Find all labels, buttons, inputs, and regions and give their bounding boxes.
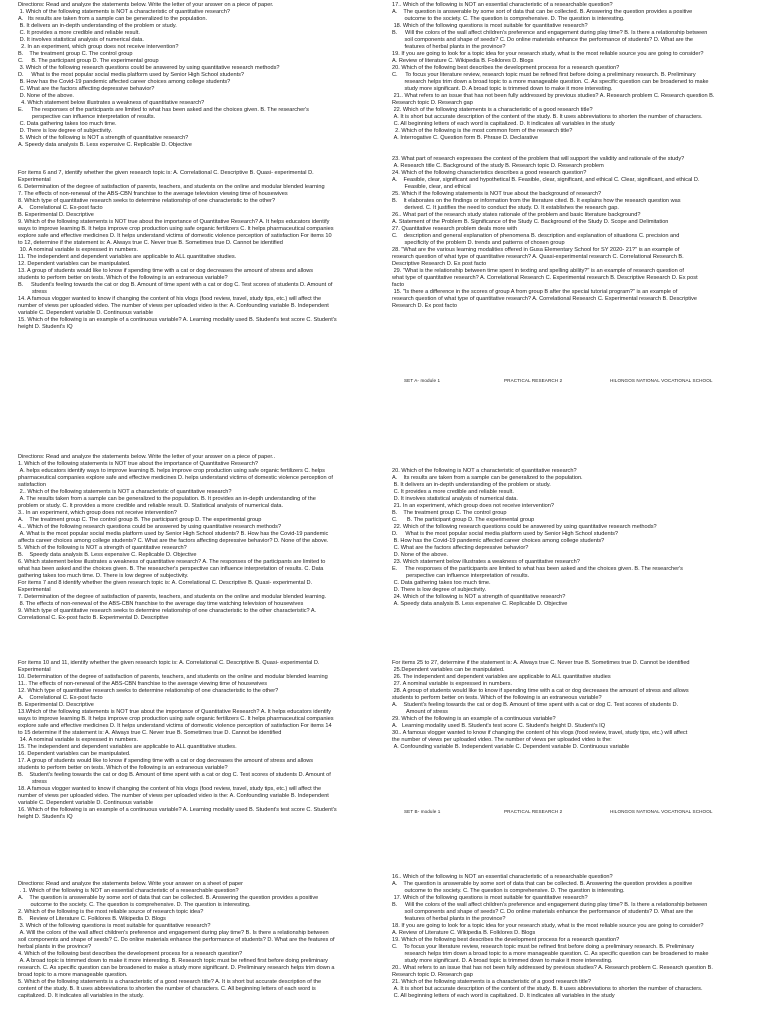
question-line: herbal plants in the province?: [18, 944, 92, 950]
question-line: A. helps educators identify ways to improve learning B. helps improve crop production using safe organic fertilizers C. helps: [18, 468, 325, 474]
set-b-footer: [392, 808, 758, 815]
question-line: Correlational C. Ex-post facto B. Experimental D. Descriptive: [18, 615, 169, 621]
question-line: C. All beginning letters of each word is capitalized. D. It indicates all variables in the study: [392, 993, 615, 999]
question-line: 20.. What refers to an issue that has not been fully addressed by previous studies? A. Research problem C. Research question B.: [392, 965, 713, 971]
set-label: SET B- module 1: [404, 809, 441, 814]
question-line: 7. Determination of the degree of satisfaction of parents, teachers, and students on the online and modular blended learning.: [18, 594, 327, 600]
question-line: C. description and general explanation of phenomena B. description and explanation of situations C. precision and: [392, 233, 680, 239]
question-line: Research D. Ex post facto: [392, 303, 457, 309]
question-line: [392, 149, 758, 156]
question-line: [392, 461, 758, 468]
question-line: content of the study. B. It uses abbreviations to shorten the number of characters. C. All beginning letters of each word is: [18, 986, 316, 992]
question-line: Research topic D. Research gap: [392, 100, 473, 106]
question-line: 8. The effects of non-renewal of the ABS-CBN franchise to the average day time watching television of housewives: [18, 601, 304, 607]
worksheet-set-b: [0, 452, 768, 824]
question-line: C. To focus your literature review, research topic must be refined first before doing a preliminary research. B. Preliminary: [392, 944, 695, 950]
question-line: 2.. Which of the following statements is NOT a characteristic of quantitative research?: [18, 489, 232, 495]
set-c-right-column: [392, 874, 758, 1000]
question-line: 27. A nominal variable is expressed in numbers.: [392, 681, 513, 687]
question-line: 30.. A famous vlogger wanted to know if changing the content of his vlogs (food review, travel, study tips, etc.) will affect: [392, 730, 688, 736]
question-line: 28. A group of students would like to know if spending time with a cat or dog decreases the amount of stress and allows: [392, 688, 689, 694]
question-line: B. Speedy data analysis B. Less expensive C. Replicable D. Objective: [18, 552, 197, 558]
question-line: 19. If you are going to look for a topic idea for your research study, what is the most reliable source you are going to consider?: [392, 51, 704, 57]
question-line: E. The responses of the participants are limited to what has been asked and the choices given. B. The researcher's: [18, 107, 309, 113]
question-line: For items 7 and 8 identify whether the given research topic is: A. Correlational C. Descriptive B. Quasi- experimental D.: [18, 580, 313, 586]
question-line: 2. In an experiment, which group does not receive intervention?: [18, 44, 179, 50]
question-line: soil components and shape of seeds? C. Do online materials enhance the performance of students? D. What are the: [392, 909, 693, 915]
question-line: features of herbal plants in the province?: [392, 44, 506, 50]
question-line: A. Learning modality used B. Student's test score C. Student's height D. Student's IQ: [392, 723, 606, 729]
school-label: HILONGOS NATIONAL VOCATIONAL SCHOOL: [610, 378, 713, 383]
question-line: explore safe and effective medicines D. It helps understand victims of domestic violence perception of satisfaction For items 14: [18, 723, 332, 729]
question-line: A. Feasible, clear, significant and hypothetical B. Feasible, clear, significant, and ethical C. Clear, significant, and ethical D.: [392, 177, 700, 183]
question-line: Amount of stress: [392, 709, 448, 715]
question-line: what has been asked and the choices given. B. The researcher's perspective can influence interpretation of results. C. Data: [18, 566, 324, 572]
set-b-right-upper-column: [392, 454, 758, 608]
question-line: to 15 determine if the statement is: A. Always true C. Never true B. Sometimes true D. Cannot be identified: [18, 730, 282, 736]
question-line: D. None of the above.: [392, 552, 448, 558]
question-line: the number of views per uploaded video. The number of views per uploaded video is the:: [392, 737, 612, 743]
question-line: variable C. Dependent variable D. Continuous variable: [18, 310, 153, 316]
question-line: C. To focus your literature review, research topic must be refined first before doing a preliminary research. B. Preliminary: [392, 72, 696, 78]
question-line: 26. The independent and dependent variables are applicable to ALL quantitative studies: [392, 674, 611, 680]
question-line: D. What is the most popular social media platform used by Senior High School students?: [18, 72, 245, 78]
question-line: 8. Which type of quantitative research seeks to determine relationship of one characteristic to the other?: [18, 198, 276, 204]
set-b-right-lower-column: [392, 660, 758, 751]
set-label: SET A- module 1: [404, 378, 441, 383]
question-line: Experimental: [18, 667, 51, 673]
question-line: outcome to the society. C. The question is comprehensive. D. The question is interesting.: [392, 16, 625, 22]
question-line: 14. A nominal variable is expressed in numbers.: [18, 737, 139, 743]
question-line: A. Confounding variable B. Independent variable C. Dependent variable D. Continuous variable: [392, 744, 630, 750]
set-a-right-column: [392, 2, 758, 310]
question-line: Directions: Read and analyze the statements below. Write the letter of your answer on a piece of paper..: [18, 454, 276, 460]
question-line: 25. Which if the following statements is NOT true about the background of research?: [392, 191, 602, 197]
question-line: research question of what type of quantitative research? A. Quasi-experimental research C. Correlational Research B.: [392, 254, 684, 260]
question-line: [392, 454, 758, 461]
question-line: outcome to the society. C. The question is comprehensive. D. The question is interesting.: [18, 902, 251, 908]
question-line: 18. Which of the following questions is most suitable for quantitative research?: [392, 23, 588, 29]
question-line: Descriptive Research D. Ex post facto: [392, 261, 487, 267]
question-line: Research topic D. Research gap: [392, 972, 473, 978]
question-line: 3. Which of the following research questions could be answered by using quantitative research methods?: [18, 65, 280, 71]
question-line: C. All beginning letters of each word is capitalized. D. It indicates all variables in the study: [392, 121, 615, 127]
question-line: students to perform better on tests. Which of the following is an extraneous variable?: [18, 275, 228, 281]
question-line: soil components and shape of seeds? C. Do online materials enhance the performance of students? D. What are the features of: [18, 937, 335, 943]
question-line: C. Data gathering takes too much time.: [18, 121, 117, 127]
question-line: 2. Which of the following is the most common form of the research title?: [392, 128, 573, 134]
question-line: 16. Which of the following is an example of a continuous variable? A. Learning modality used B. Student's test score C. Student's: [18, 807, 337, 813]
question-line: A. The results taken from a sample can be generalized to the population. B. It provides an in-depth understanding of the: [18, 496, 316, 502]
question-line: 5. Which of the following is NOT a strength of quantitative research?: [18, 135, 189, 141]
question-line: 5. Which of the following statements is a characteristic of a good research title? A. It is short but accurate description of the: [18, 979, 322, 985]
question-line: Experimental: [18, 587, 51, 593]
question-line: height D. Student's IQ: [18, 324, 73, 330]
question-line: 4. Which of the following best describes the development process for a research question?: [18, 951, 243, 957]
question-line: B. Review of Literature C. Folklores B. Wikipedia D. Blogs: [18, 916, 166, 922]
question-line: Experimental: [18, 177, 51, 183]
question-line: A. Research title C. Background of the study B. Research topic D. Research problem: [392, 163, 604, 169]
question-line: ways to improve learning B. It helps improve crop production using safe organic fertilizers C. It helps pharmaceutical companies: [18, 716, 334, 722]
question-line: 11. The independent and dependent variables are applicable to ALL quantitative studies.: [18, 254, 237, 260]
question-line: satisfaction: [18, 482, 46, 488]
question-line: [18, 149, 390, 156]
question-line: A. The treatment group C. The control group B. The participant group D. The experimental group: [18, 517, 262, 523]
question-line: B. How has the Covid-19 pandemic affected career choices among college students?: [392, 538, 605, 544]
set-c-left-column: [18, 874, 390, 1000]
question-line: A. Statement of the Problem B. Significance of the Study C. Background of the Study D. Scope and Delimitation: [392, 219, 669, 225]
question-line: 24. Which of the following is NOT a strength of quantitative research?: [392, 594, 566, 600]
question-line: affects career choices among college students? C. What are the factors affecting depressive behavior? D. None of the above.: [18, 538, 329, 544]
question-line: B. It elaborates on the findings or information from the literature cited. B. It explains how the research question was: [392, 198, 681, 204]
question-line: Feasible, clear, and ethical: [392, 184, 471, 190]
subject-label: PRACTICAL RESEARCH 2: [504, 809, 563, 814]
question-line: 15. "Is there a difference in the scores of group A from group B after the special tutorial program?" is an example of: [392, 289, 678, 295]
question-line: 21.. What refers to an issue that has not been fully addressed by previous studies? A. Research problem C. Research question B.: [392, 93, 715, 99]
question-line: 10. A nominal variable is expressed in numbers.: [18, 247, 139, 253]
question-line: height D. Student's IQ: [18, 814, 73, 820]
question-line: 18. A famous vlogger wanted to know if changing the content of his vlogs (food review, travel, study tips, etc.) will affect the: [18, 786, 322, 792]
question-line: 27. Quantitative research problem deals more with: [392, 226, 517, 232]
question-line: features of herbal plants in the province?: [392, 916, 506, 922]
question-line: 21. Which of the following statements is a characteristic of a good research title?: [392, 979, 591, 985]
question-line: For items 6 and 7, identify whether the given research topic is: A. Correlational C. Descriptive B. Quasi- experimental D.: [18, 170, 314, 176]
question-line: 9. Which type of quantitative research seeks to determine relationship of one characteristic to the other characteristic? A.: [18, 608, 317, 614]
question-line: 23. Which statement below illustrates a weakness of quantitative research?: [392, 559, 580, 565]
question-line: C. It provides a more credible and reliable result.: [392, 489, 514, 495]
question-line: 12. Dependent variables can be manipulated.: [18, 261, 131, 267]
question-line: B. It delivers an in-depth understanding of the problem or study.: [18, 23, 177, 29]
question-line: [18, 874, 390, 881]
question-line: Directions: Read and analyze the statements below. Write the letter of your answer on a piece of paper.: [18, 2, 274, 8]
question-line: C. What are the factors affecting depressive behavior?: [18, 86, 155, 92]
worksheet-set-c: [0, 872, 768, 1024]
question-line: B. Will the colors of the wall affect children's preference and engagement during play time? B. Is there a relationship between: [392, 902, 708, 908]
question-line: 5. Which of the following is NOT a strength of quantitative research?: [18, 545, 187, 551]
question-line: C. It provides a more credible and reliable result.: [18, 30, 140, 36]
question-line: 3. Which of the following questions is most suitable for quantitative research?: [18, 923, 211, 929]
question-line: A. What is the most popular social media platform used by Senior High School students? B. How has the Covid-19 pandemic: [18, 531, 329, 537]
question-line: A. Will the colors of the wall affect children's preference and engagement during play time? B. Is there a relationship between: [18, 930, 329, 936]
question-line: C. Data gathering takes too much time.: [392, 580, 491, 586]
question-line: A. Review of Literature C. Wikipedia B. Folklores D. Blogs: [392, 930, 536, 936]
set-b-left-lower-column: [18, 660, 390, 821]
question-line: 13. A group of students would like to know if spending time with a cat or dog decreases the amount of stress and allows: [18, 268, 314, 274]
question-line: [18, 163, 390, 170]
school-label: HILONGOS NATIONAL VOCATIONAL SCHOOL: [610, 809, 713, 814]
question-line: A. A broad topic is trimmed down to make it more interesting. B. Research topic must be refined first before doing preliminary: [18, 958, 328, 964]
question-line: A. Speedy data analysis B. Less expensive C. Replicable D. Objective: [392, 601, 568, 607]
worksheet-set-a: [0, 0, 768, 392]
set-a-left-column: [18, 2, 390, 331]
question-line: [392, 142, 758, 149]
question-line: B. Experimental D. Descriptive: [18, 702, 94, 708]
question-line: 9. Which of the following statements is NOT true about the importance of Quantitative Research? A. It helps educators identify: [18, 219, 330, 225]
question-line: [18, 156, 390, 163]
question-line: 21. In an experiment, which group does not receive intervention?: [392, 503, 555, 509]
question-line: A. Correlational C. Ex-post facto: [18, 205, 103, 211]
question-line: explore safe and effective medicines D. It helps understand victims of domestic violence perception of satisfaction For items 10: [18, 233, 332, 239]
question-line: research. C. As specific question can be broadened to make a study more significant. D. Preliminary research helps trim down a: [18, 965, 335, 971]
question-line: research helps trim down a broad topic to a more manageable question. C. As specific question can be broadened to make: [392, 951, 709, 957]
question-line: capitalized. D. It indicates all variables in the study.: [18, 993, 144, 999]
question-line: 22. Which of the following research questions could be answered by using quantitative research methods?: [392, 524, 657, 530]
question-line: For items 10 and 11, identify whether the given research topic is: A. Correlational C. Descriptive B. Quasi- experimental D.: [18, 660, 320, 666]
question-line: B. Will the colors of the wall affect children's preference and engagement during play time? B. Is there a relationship between: [392, 30, 708, 36]
subject-label: PRACTICAL RESEARCH 2: [504, 378, 563, 383]
question-line: 17. A group of students would like to know if spending time with a cat or dog decreases the amount of stress and allows: [18, 758, 314, 764]
question-line: derived. C. It justifies the need to conduct the study. D. It establishes the research gap.: [392, 205, 619, 211]
question-line: D. It involves statistical analysis of numerical data.: [392, 496, 518, 502]
question-line: A. Student's feeling towards the cat or dog B. Amount of time spent with a cat or dog C. Test scores of students D.: [392, 702, 679, 708]
question-line: pharmaceutical companies explore safe and effective medicines D. helps understand victims of domestic violence perception of: [18, 475, 333, 481]
question-line: B. Student's feeling towards the cat or dog B. Amount of time spent with a cat or dog C. Test scores of students D. Amount of: [18, 282, 333, 288]
question-line: 4... Which of the following research questions could be answered by using quantitative research methods?: [18, 524, 282, 530]
question-line: 19. Which of the following best describes the development process for a research question?: [392, 937, 620, 943]
question-line: 13.Which of the following statements is NOT true about the importance of Quantitative Research? A. It helps educators identify: [18, 709, 332, 715]
question-line: 17. Which of the following questions is most suitable for quantitative research?: [392, 895, 588, 901]
question-line: 24. Which of the following characteristics describes a good research question?: [392, 170, 587, 176]
question-line: 1. Which of the following statements is NOT a characteristic of quantitative research?: [18, 9, 230, 15]
question-line: research question of what type of quantitative research? A. Correlational Research C. Experimental research B. Descriptive: [392, 296, 698, 302]
question-line: 15. The independent and dependent variables are applicable to ALL quantitative studies.: [18, 744, 237, 750]
question-line: 22. Which of the following statements is a characteristic of a good research title?: [392, 107, 593, 113]
question-line: variable C. Dependent variable D. Continuous variable: [18, 800, 153, 806]
question-line: A. Correlational C. Ex-post facto: [18, 695, 103, 701]
question-line: A. It is short but accurate description of the content of the study. B. It uses abbreviations to shorten the number of characters.: [392, 986, 703, 992]
question-line: C. B. The participant group D. The experimental group: [18, 58, 159, 64]
question-line: 28. "What are the various learning modalities offered in Gusa Elementary School for SY 2020- 21?" is an example of: [392, 247, 680, 253]
question-line: specificity of the problem D. trends and patterns of chosen group: [392, 240, 565, 246]
question-line: C. B. The participant group D. The experimental group: [392, 517, 535, 523]
question-line: stress: [18, 289, 47, 295]
question-line: 4. Which statement below illustrates a weakness of quantitative research?: [18, 100, 205, 106]
question-line: stress: [18, 779, 47, 785]
question-line: research helps trim down a broad topic to a more manageable question. C. As specific question can be broadened to make: [392, 79, 709, 85]
question-line: 12. Which type of quantitative research seeks to determine relationship of one characteristic to the other?: [18, 688, 279, 694]
set-a-footer: [392, 377, 758, 384]
question-line: B. How has the Covid-19 pandemic affected career choices among college students?: [18, 79, 231, 85]
question-line: B. Student's feeling towards the cat or dog B. Amount of time spent with a cat or dog C. Test scores of students D. Amount of: [18, 772, 331, 778]
question-line: 26.. What part of the research study states rationale of the problem and basic literature background?: [392, 212, 641, 218]
question-line: 17.. Which of the following is NOT an essential characteristic of a researchable question?: [392, 2, 613, 8]
question-line: what type of quantitative research? A. Correlational Research C. Experimental research B. Descriptive Research D. Ex post: [392, 275, 698, 281]
question-line: A. Its results are taken from a sample can be generalized to the population.: [18, 16, 208, 22]
question-line: soil components and shape of seeds? C. Do online materials enhance the performance of students? D. What are the: [392, 37, 693, 43]
question-line: B. Experimental D. Descriptive: [18, 212, 94, 218]
question-line: 6. Determination of the degree of satisfaction of parents, teachers, and students on the online and modular blended learning: [18, 184, 325, 190]
question-line: 14. A famous vlogger wanted to know if changing the content of his vlogs (food review, travel, study tips, etc.) will affect the: [18, 296, 322, 302]
question-line: A. It is short but accurate description of the content of the study. B. It uses abbreviations to shorten the number of characters.: [392, 114, 703, 120]
question-line: 15. Which of the following is an example of a continuous variable? A. Learning modality used B. Student's test score C. Student's: [18, 317, 337, 323]
question-line: to 12, determine if the statement is: A. Always true C. Never true B. Sometimes true D. Cannot be identified: [18, 240, 283, 246]
question-line: A. Speedy data analysis B. Less expensive C. Replicable D. Objective: [18, 142, 192, 148]
question-line: 6. Which statement below illustrates a weakness of quantitative research? A. The responses of the participants are limited to: [18, 559, 326, 565]
question-line: A. Review of literature C. Wikipedia B. Folklores D. Blogs: [392, 58, 534, 64]
question-line: 2. Which of the following is the most reliable source of research topic idea?: [18, 909, 204, 915]
question-line: B. The treatment group C. The control group: [392, 510, 507, 516]
question-line: B. The treatment group C. The control group: [18, 51, 133, 57]
question-line: 3.. In an experiment, which group does not receive intervention?: [18, 510, 177, 516]
question-line: 29. "What is the relationship between time spent in texting and spelling ability?" is an example of research question of: [392, 268, 684, 274]
question-line: 25.Dependent variables can be manipulated.: [392, 667, 505, 673]
question-line: students to perform better on tests. Which of the following is an extraneous variable?: [18, 765, 228, 771]
question-line: 18. If you are going to look for a topic idea for your research study, what is the most reliable source you are going to consider?: [392, 923, 704, 929]
question-line: A. The question is answerable by some sort of data that can be collected. B. Answering the question provides a positive: [392, 9, 693, 15]
question-line: A. The question is answerable by some sort of data that can be collected. B. Answering the question provides a positive: [18, 895, 319, 901]
question-line: study more significant. D. A broad topic is trimmed down to make it more interesting.: [392, 86, 613, 92]
question-line: perspective can influence interpretation of results.: [392, 573, 530, 579]
question-line: number of views per uploaded video. The number of views per uploaded video is the: A. Confounding variable B. Independent: [18, 303, 329, 309]
question-line: 20. Which of the following is NOT a characteristic of quantitative research?: [392, 468, 577, 474]
question-line: . 1. Which of the following is NOT an essential characteristic of a researchable question?: [18, 888, 239, 894]
question-line: D. None of the above.: [18, 93, 74, 99]
question-line: students to perform better on tests. Which of the following is an extraneous variable?: [392, 695, 602, 701]
question-line: 7. The effects of non-renewal of the ABS-CBN franchise to the average television viewing time of housewives: [18, 191, 288, 197]
question-line: outcome to the society. C. The question is comprehensive. D. The question is interesting.: [392, 888, 625, 894]
question-line: number of views per uploaded video. The number of views per uploaded video is the: A. Confounding variable B. Independent: [18, 793, 329, 799]
question-line: A. Its results are taken from a sample can be generalized to the population.: [392, 475, 583, 481]
question-line: ways to improve learning B. It helps improve crop production using safe organic fertilizers C. It helps pharmaceutical companies: [18, 226, 334, 232]
question-line: D. There is low degree of subjectivity.: [18, 128, 113, 134]
question-line: 10. Determination of the degree of satisfaction of parents, teachers, and students on the online and modular blended learning: [18, 674, 328, 680]
question-line: study more significant. D. A broad topic is trimmed down to make it more interesting.: [392, 958, 613, 964]
question-line: D. There is low degree of subjectivity.: [392, 587, 487, 593]
question-line: 16.. Which of the following is NOT an essential characteristic of a researchable question?: [392, 874, 613, 880]
question-line: gathering takes too much time. D. There is low degree of subjectivity.: [18, 573, 189, 579]
question-line: E. The responses of the participants are limited to what has been asked and the choices given. B. The researcher's: [392, 566, 683, 572]
question-line: 23. What part of research expresses the context of the problem that will support the validity and rationale of the study?: [392, 156, 685, 162]
question-line: 29. Which of the following is an example of a continuous variable?: [392, 716, 556, 722]
question-line: problem or study. C. It provides a more credible and reliable result. D. Statistical analysis of numerical data.: [18, 503, 284, 509]
question-line: A. Interrogative C. Question form B. Phrase D. Declarative: [392, 135, 539, 141]
question-line: 11.. The effects of non-renewal of the ABS-CBN franchise to the average viewing time of housewives: [18, 681, 268, 687]
question-line: 20. Which of the following best describes the development process for a research question?: [392, 65, 620, 71]
question-line: B. It delivers an in-depth understanding of the problem or study.: [392, 482, 551, 488]
question-line: D. It involves statistical analysis of numerical data.: [18, 37, 144, 43]
question-line: 1. Which of the following statements is NOT true about the importance of Quantitative Research?: [18, 461, 258, 467]
question-line: C. What are the factors affecting depressive behavior?: [392, 545, 529, 551]
question-line: Directions: Read and analyze the statements below. Write your answer on a sheet of paper: [18, 881, 244, 887]
question-line: A. The question is answerable by some sort of data that can be collected. B. Answering the question provides a positive: [392, 881, 693, 887]
question-line: perspective can influence interpretation of results.: [18, 114, 156, 120]
question-line: facto: [392, 282, 405, 288]
question-line: broad topic to a more manageable question.: [18, 972, 128, 978]
set-b-left-upper-column: [18, 454, 390, 622]
question-line: 16. Dependent variables can be manipulated.: [18, 751, 131, 757]
question-line: D. What is the most popular social media platform used by Senior High School students?: [392, 531, 619, 537]
question-line: For items 25 to 27, determine if the statement is: A. Always true C. Never true B. Sometimes true D. Cannot be identified: [392, 660, 690, 666]
